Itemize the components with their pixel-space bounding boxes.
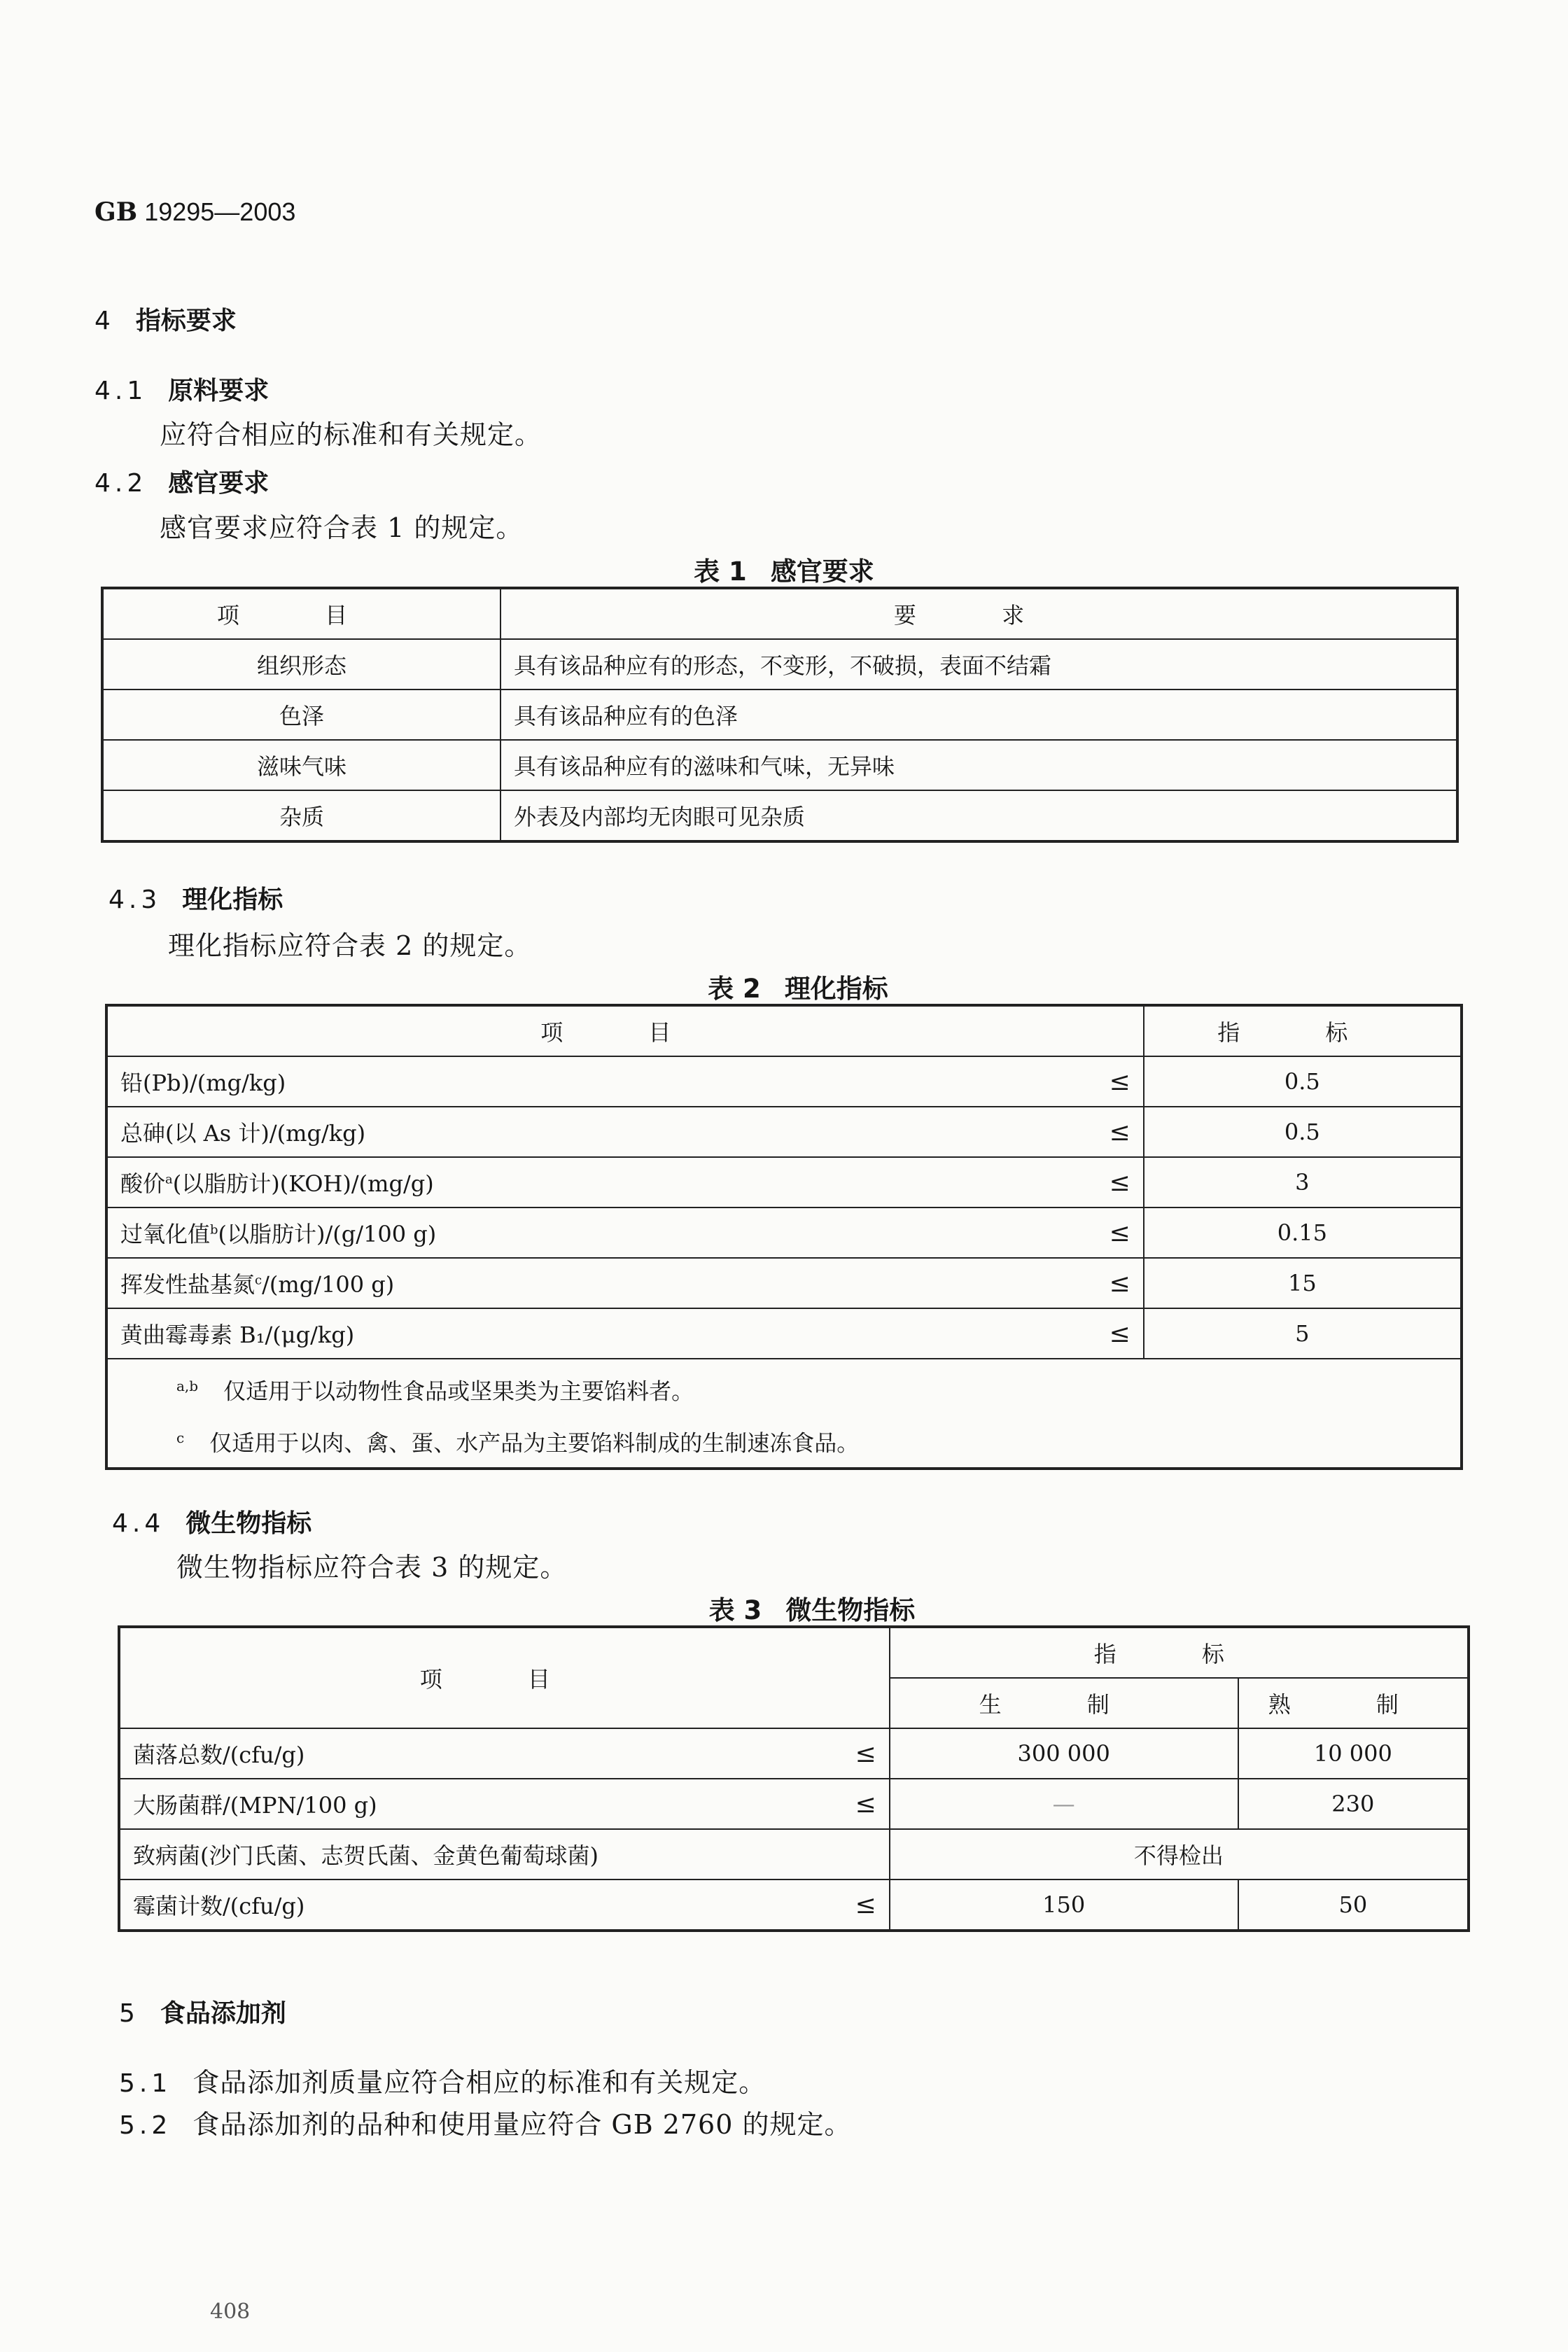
section-4-heading [94, 301, 237, 337]
section-number: 4.4 [112, 1509, 165, 1538]
table-footnotes [106, 1359, 1462, 1469]
standard-number [94, 197, 295, 227]
section-5-heading [119, 1994, 286, 2029]
section-number: 4.2 [94, 469, 148, 498]
requirement-cell: 具有该品种应有的形态，不变形，不破损，表面不结霜 [500, 639, 1457, 690]
le-symbol: ≤ [1076, 1056, 1144, 1107]
section-number: 4.1 [94, 377, 148, 405]
value-cell: 5 [1144, 1308, 1462, 1359]
header-raw: 生 制 [890, 1678, 1238, 1728]
le-symbol: ≤ [1076, 1308, 1144, 1359]
value-cell: 0.15 [1144, 1208, 1462, 1258]
raw-value-cell: — [890, 1779, 1238, 1829]
section-title: 食品添加剂 [160, 1999, 286, 2028]
le-symbol: ≤ [1076, 1208, 1144, 1258]
section-text: 食品添加剂的品种和使用量应符合 GB 2760 的规定。 [192, 2109, 852, 2140]
section-4-3-text: 理化指标应符合表 2 的规定。 [168, 930, 532, 961]
section-number: 4 [94, 307, 111, 335]
section-title: 原料要求 [168, 377, 270, 405]
table-row [106, 1107, 1462, 1157]
table-2-physicochemical [105, 1004, 1463, 1470]
item-cell: 霉菌计数/(cfu/g) [119, 1879, 822, 1931]
item-cell: 总砷(以 As 计)/(mg/kg) [106, 1107, 1076, 1157]
table-1-sensory [101, 587, 1459, 843]
table-number: 表 1 [694, 556, 747, 587]
section-title: 理化指标 [182, 886, 284, 914]
section-number: 5.2 [119, 2111, 172, 2140]
section-title: 感官要求 [168, 469, 270, 498]
section-4-4-text: 微生物指标应符合表 3 的规定。 [176, 1552, 568, 1583]
table-row [119, 1829, 1469, 1879]
table-row [106, 1208, 1462, 1258]
section-4-3-heading [108, 880, 283, 916]
table-title: 理化指标 [784, 974, 888, 1004]
footnote: $^{a,b}$ 仅适用于以动物性食品或坚果类为主要馅料者。 [176, 1378, 694, 1405]
section-number: 5 [119, 1999, 135, 2028]
section-title: 指标要求 [135, 307, 237, 335]
table-row [102, 740, 1457, 790]
section-number: 4.3 [108, 886, 162, 914]
header-item: 项 目 [119, 1627, 890, 1728]
le-symbol: ≤ [1076, 1107, 1144, 1157]
item-cell: 组织形态 [102, 639, 500, 690]
value-cell: 0.5 [1144, 1056, 1462, 1107]
table-title: 微生物指标 [785, 1595, 916, 1625]
item-cell: 致病菌(沙门氏菌、志贺氏菌、金黄色葡萄球菌) [119, 1829, 890, 1879]
value-cell: 15 [1144, 1258, 1462, 1308]
footnote: $^c$ 仅适用于以肉、禽、蛋、水产品为主要馅料制成的生制速冻食品。 [176, 1429, 860, 1457]
value-cell: 0.5 [1144, 1107, 1462, 1157]
item-cell: 杂质 [102, 790, 500, 841]
header-index: 指 标 [1144, 1005, 1462, 1056]
item-cell: 挥发性盐基氮$^c$/(mg/100 g) [106, 1258, 1076, 1308]
table-1-caption [0, 550, 1568, 588]
cooked-value-cell: 230 [1238, 1779, 1469, 1829]
le-symbol: ≤ [822, 1879, 890, 1931]
raw-value-cell: 150 [890, 1879, 1238, 1931]
item-cell: 黄曲霉毒素 B₁/(μg/kg) [106, 1308, 1076, 1359]
section-5-1 [119, 2061, 766, 2099]
header-index: 指 标 [890, 1627, 1469, 1678]
requirement-cell: 外表及内部均无肉眼可见杂质 [500, 790, 1457, 841]
table-3-caption [28, 1589, 1568, 1627]
cooked-value-cell: 50 [1238, 1879, 1469, 1931]
table-header-row [102, 588, 1457, 639]
item-cell: 色泽 [102, 690, 500, 740]
header-cooked: 熟 制 [1238, 1678, 1469, 1728]
table-number: 表 2 [708, 974, 761, 1004]
table-2-caption [14, 967, 1568, 1005]
item-cell: 滋味气味 [102, 740, 500, 790]
table-row [102, 690, 1457, 740]
table-row [106, 1258, 1462, 1308]
header-requirement: 要 求 [500, 588, 1457, 639]
item-cell: 菌落总数/(cfu/g) [119, 1728, 822, 1779]
section-4-1-heading [94, 371, 269, 407]
table-row [102, 790, 1457, 841]
section-5-2 [119, 2103, 852, 2141]
section-4-4-heading [112, 1504, 312, 1539]
table-row [106, 1056, 1462, 1107]
requirement-cell: 具有该品种应有的滋味和气味，无异味 [500, 740, 1457, 790]
item-cell: 过氧化值$^b$(以脂肪计)/(g/100 g) [106, 1208, 1076, 1258]
section-4-2-heading [94, 463, 269, 499]
header-item: 项 目 [106, 1005, 1144, 1056]
le-symbol: ≤ [822, 1728, 890, 1779]
table-header-row [119, 1627, 1469, 1678]
table-row [119, 1728, 1469, 1779]
table-number: 表 3 [708, 1595, 762, 1625]
section-title: 微生物指标 [186, 1509, 312, 1538]
section-text: 食品添加剂质量应符合相应的标准和有关规定。 [192, 2067, 766, 2098]
raw-value-cell: 300 000 [890, 1728, 1238, 1779]
standard-code: 19295—2003 [144, 197, 296, 226]
le-symbol: ≤ [1076, 1258, 1144, 1308]
table-row [119, 1879, 1469, 1931]
merged-value-cell: 不得检出 [890, 1829, 1469, 1879]
value-cell: 3 [1144, 1157, 1462, 1208]
item-cell: 铅(Pb)/(mg/kg) [106, 1056, 1076, 1107]
page-number: 408 [210, 2300, 251, 2324]
table-header-row [106, 1005, 1462, 1056]
section-4-2-text: 感官要求应符合表 1 的规定。 [160, 512, 524, 543]
header-item: 项 目 [102, 588, 500, 639]
table-row [106, 1308, 1462, 1359]
table-row [102, 639, 1457, 690]
table-title: 感官要求 [770, 556, 874, 587]
footnote-cell [106, 1359, 1462, 1469]
table-3-microbiological [118, 1625, 1470, 1932]
table-row [119, 1779, 1469, 1829]
le-symbol: ≤ [822, 1779, 890, 1829]
standard-prefix: GB [94, 197, 138, 227]
section-number: 5.1 [119, 2069, 172, 2098]
le-symbol: ≤ [1076, 1157, 1144, 1208]
cooked-value-cell: 10 000 [1238, 1728, 1469, 1779]
item-cell: 大肠菌群/(MPN/100 g) [119, 1779, 822, 1829]
requirement-cell: 具有该品种应有的色泽 [500, 690, 1457, 740]
item-cell: 酸价$^a$(以脂肪计)(KOH)/(mg/g) [106, 1157, 1076, 1208]
section-4-1-text: 应符合相应的标准和有关规定。 [160, 419, 542, 450]
table-row [106, 1157, 1462, 1208]
